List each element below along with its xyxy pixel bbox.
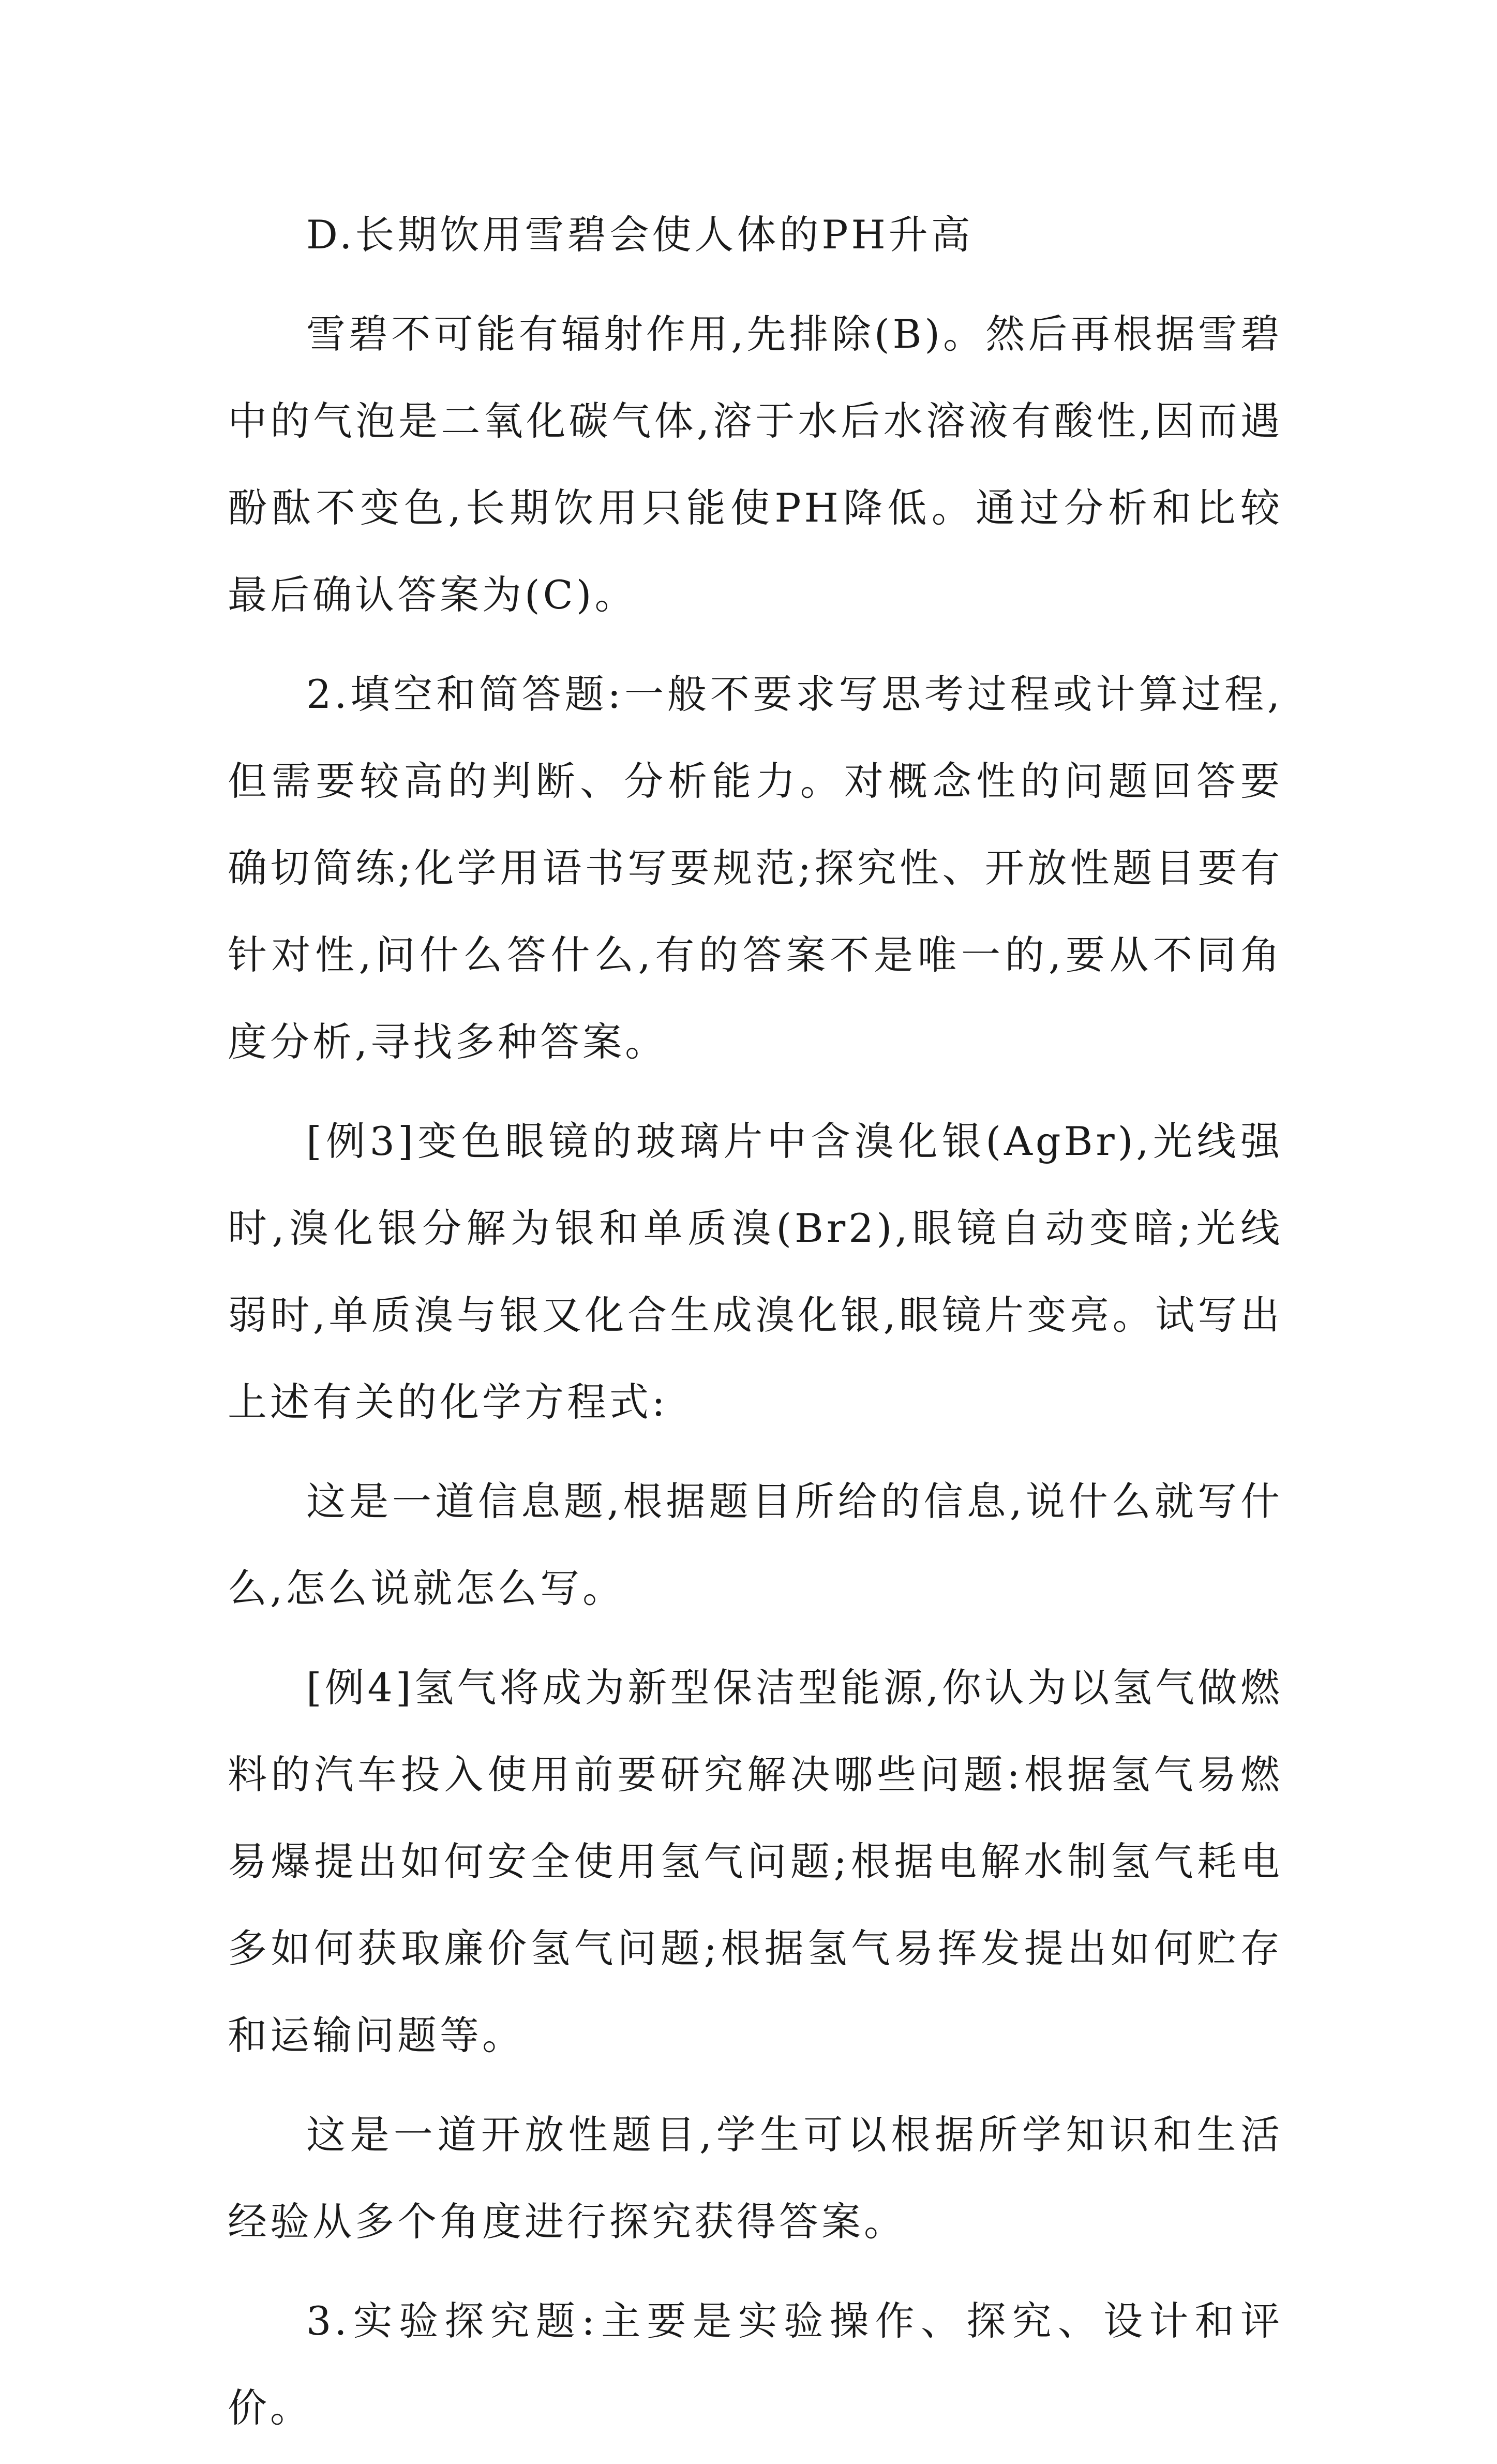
- analysis-paragraph: 雪碧不可能有辐射作用,先排除(B)。然后再根据雪碧中的气泡是二氧化碳气体,溶于水后水溶液有酸性,因而遇酚酞不变色,长期饮用只能使PH降低。通过分析和比较最后确认答案为(C)。: [228, 311, 1283, 618]
- example-4-analysis-paragraph: 这是一道开放性题目,学生可以根据所学知识和生活经验从多个角度进行探究获得答案。: [228, 2112, 1283, 2245]
- example-3-analysis-paragraph: 这是一道信息题,根据题目所给的信息,说什么就写什么,怎么说就怎么写。: [228, 1478, 1283, 1611]
- fill-in-question-paragraph: 2.填空和简答题:一般不要求写思考过程或计算过程,但需要较高的判断、分析能力。对概念性的问题回答要确切简练;化学用语书写要规范;探究性、开放性题目要有针对性,问什么答什么,有的答案不是唯一的,要从不同角度分析,寻找多种答案。: [228, 671, 1283, 1065]
- document-page: [228, 191, 1283, 2464]
- experiment-question-paragraph: 3.实验探究题:主要是实验操作、探究、设计和评价。: [228, 2298, 1283, 2431]
- example-4-paragraph: [例4]氢气将成为新型保洁型能源,你认为以氢气做燃料的汽车投入使用前要研究解决哪些问题:根据氢气易燃易爆提出如何安全使用氢气问题;根据电解水制氢气耗电多如何获取廉价氢气问题;根据氢气易挥发提出如何贮存和运输问题等。: [228, 1665, 1283, 2058]
- example-3-paragraph: [例3]变色眼镜的玻璃片中含溴化银(AgBr),光线强时,溴化银分解为银和单质溴(Br2),眼镜自动变暗;光线弱时,单质溴与银又化合生成溴化银,眼镜片变亮。试写出上述有关的化学方程式:: [228, 1118, 1283, 1425]
- option-d-paragraph: D.长期饮用雪碧会使人体的PH升高: [306, 212, 974, 258]
